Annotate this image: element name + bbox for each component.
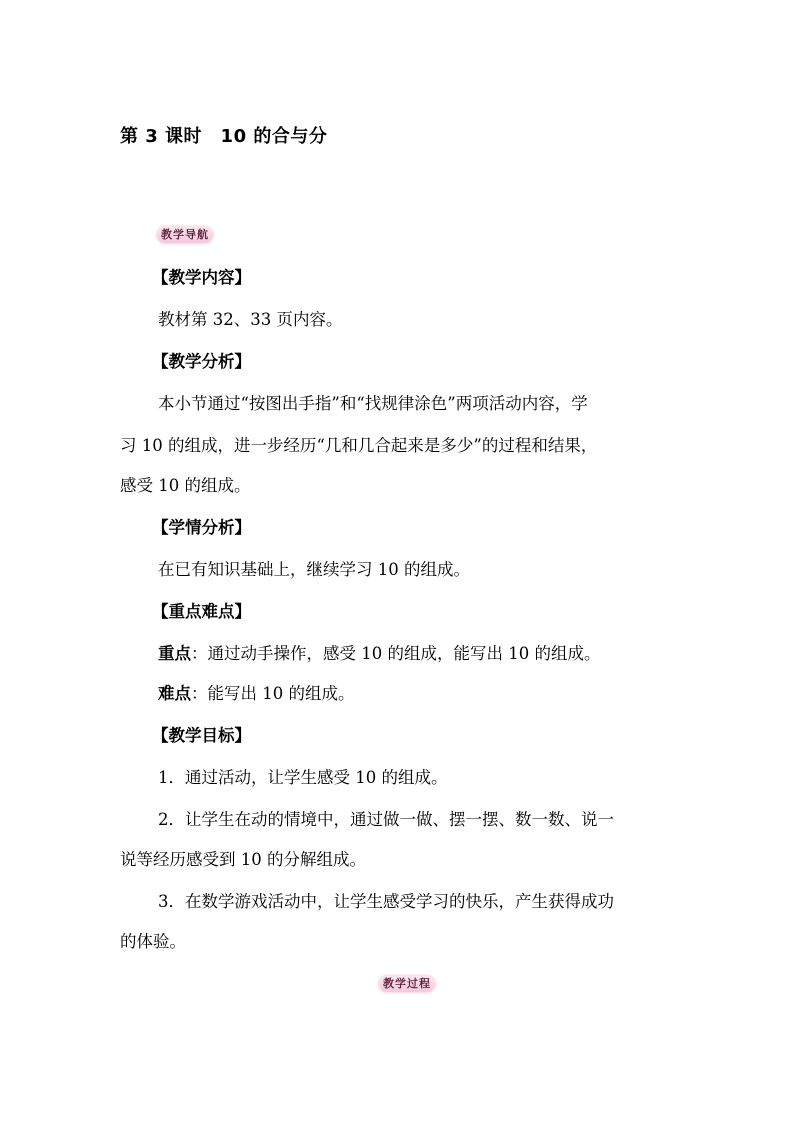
analysis-line-2: 习 10 的组成，进一步经历“几和几合起来是多少”的过程和结果， [120, 436, 598, 455]
learning-heading: 【学情分析】 [152, 518, 251, 537]
analysis-line-1: 本小节通过“按图出手指”和“找规律涂色”两项活动内容，学 [158, 394, 588, 413]
content-heading: 【教学内容】 [152, 268, 251, 287]
difficulty-line [158, 684, 355, 704]
teaching-guide-badge: 教学导航 [157, 227, 213, 243]
lesson-title: 第 3 课时 10 的合与分 [120, 126, 328, 147]
goal-3-line-2: 的体验。 [120, 932, 186, 951]
learning-text: 在已有知识基础上，继续学习 10 的组成。 [158, 560, 470, 579]
keypoint-text: ：通过动手操作，感受 10 的组成，能写出 10 的组成。 [191, 644, 601, 663]
goal-1: 1．通过活动，让学生感受 10 的组成。 [158, 768, 448, 787]
goal-3-line-1: 3．在数学游戏活动中，让学生感受学习的快乐，产生获得成功 [158, 892, 614, 911]
content-text: 教材第 32、33 页内容。 [158, 310, 343, 329]
keypoint-line [158, 644, 600, 664]
goal-2-line-1: 2．让学生在动的情境中，通过做一做、摆一摆、数一数、说一 [158, 810, 614, 829]
keypoint-label: 重点 [158, 644, 191, 663]
goal-2-line-2: 说等经历感受到 10 的分解组成。 [120, 850, 366, 869]
goals-heading: 【教学目标】 [152, 726, 251, 745]
difficulty-label: 难点 [158, 684, 191, 703]
keypoints-heading: 【重点难点】 [152, 602, 251, 621]
analysis-line-3: 感受 10 的组成。 [120, 476, 251, 495]
teaching-process-badge: 教学过程 [379, 976, 435, 992]
difficulty-text: ：能写出 10 的组成。 [191, 684, 355, 703]
analysis-heading: 【教学分析】 [152, 352, 251, 371]
